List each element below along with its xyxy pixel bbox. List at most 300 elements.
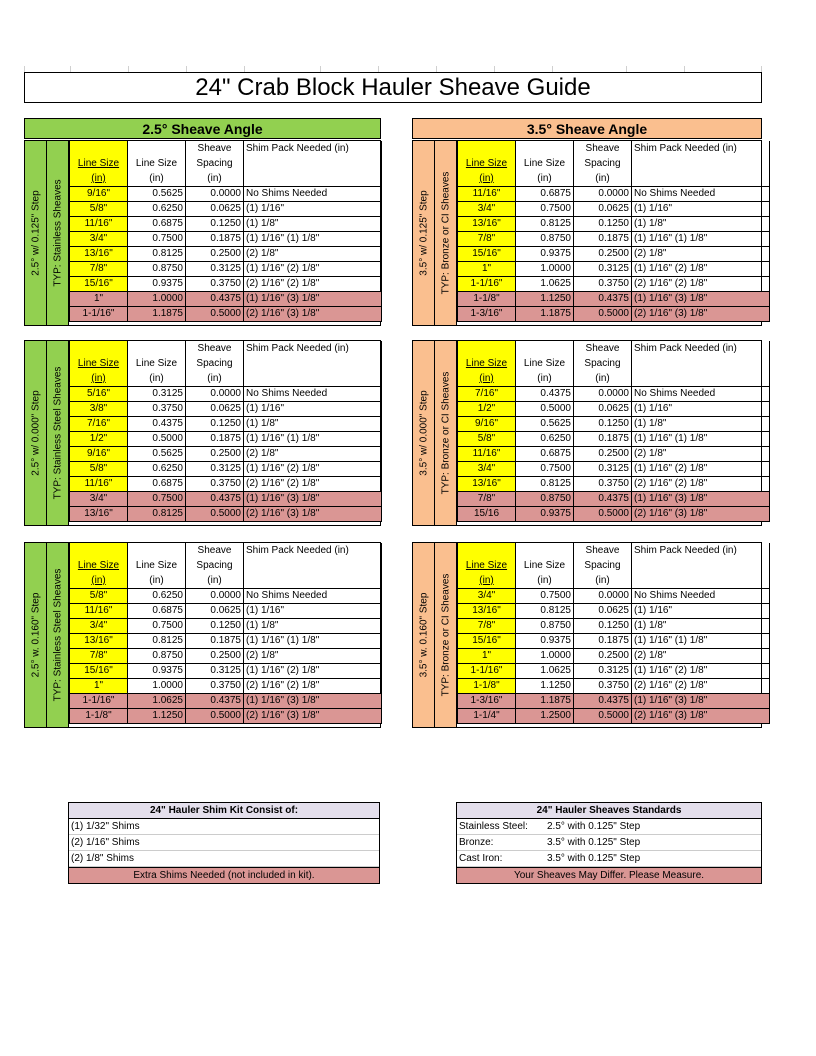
sheave-spacing: 0.4375 — [186, 292, 244, 307]
shim-pack: (1) 1/16" (1) 1/8" — [632, 432, 770, 447]
line-size-decimal: 1.0000 — [128, 292, 186, 307]
shim-pack: (1) 1/16" (3) 1/8" — [244, 292, 382, 307]
line-size-decimal: 0.6875 — [516, 187, 574, 202]
header-cell: Spacing — [186, 156, 244, 171]
table-row — [458, 619, 770, 634]
material-label — [435, 341, 457, 525]
line-size-decimal: 0.7500 — [128, 619, 186, 634]
header-row — [458, 356, 770, 371]
header-cell: (in) — [186, 574, 244, 589]
line-size-decimal: 0.7500 — [128, 492, 186, 507]
line-size-decimal: 0.4375 — [128, 417, 186, 432]
header-row — [458, 372, 770, 387]
table-row — [458, 187, 770, 202]
line-size-fraction: 13/16" — [70, 634, 128, 649]
header-cell: (in) — [128, 574, 186, 589]
table-row — [70, 604, 382, 619]
line-size-fraction: 1-1/8" — [70, 709, 128, 724]
table-row — [70, 507, 382, 522]
sheave-spacing: 0.1250 — [574, 417, 632, 432]
table-row — [70, 202, 382, 217]
line-size-fraction: 7/8" — [458, 492, 516, 507]
header-cell: (in) — [128, 372, 186, 387]
material-label-text: TYP: Stainless Sheaves — [52, 179, 63, 287]
table-row — [70, 694, 382, 709]
line-size-fraction: 13/16" — [70, 247, 128, 262]
header-cell: Line Size — [70, 558, 128, 573]
table-row — [458, 589, 770, 604]
sheave-spacing: 0.3750 — [186, 277, 244, 292]
table-row — [458, 634, 770, 649]
sheave-table — [69, 341, 382, 522]
line-size-decimal: 1.0000 — [516, 262, 574, 277]
line-size-fraction: 1-1/16" — [70, 694, 128, 709]
sheave-spacing: 0.1250 — [186, 619, 244, 634]
header-cell: Sheave — [186, 341, 244, 356]
line-size-fraction: 9/16" — [70, 187, 128, 202]
header-cell: Line Size — [70, 156, 128, 171]
table-row — [458, 649, 770, 664]
line-size-fraction: 1-1/16" — [458, 277, 516, 292]
sheave-spacing: 0.5000 — [574, 307, 632, 322]
header-cell: Shim Pack Needed (in) — [632, 543, 770, 558]
sheave-spacing: 0.3125 — [186, 262, 244, 277]
line-size-decimal: 1.0000 — [128, 679, 186, 694]
line-size-fraction: 1-3/16" — [458, 307, 516, 322]
table-row — [458, 477, 770, 492]
line-size-decimal: 0.5000 — [128, 432, 186, 447]
sheave-spacing: 0.3750 — [574, 477, 632, 492]
line-size-fraction: 11/16" — [458, 187, 516, 202]
header-cell — [244, 356, 382, 371]
line-size-decimal: 0.7500 — [516, 202, 574, 217]
shim-pack: (2) 1/8" — [632, 247, 770, 262]
shim-pack: (1) 1/8" — [632, 619, 770, 634]
sheave-spacing: 0.4375 — [186, 694, 244, 709]
table-row — [70, 709, 382, 724]
table-row — [70, 679, 382, 694]
shim-pack: (1) 1/16" (3) 1/8" — [632, 492, 770, 507]
line-size-fraction: 13/16" — [458, 217, 516, 232]
shim-pack: (1) 1/16" (2) 1/8" — [244, 262, 382, 277]
sheave-spacing: 0.2500 — [574, 247, 632, 262]
sheave-spacing: 0.1875 — [574, 232, 632, 247]
sheave-table — [69, 141, 382, 322]
line-size-decimal: 0.8750 — [128, 262, 186, 277]
header-cell: Line Size — [458, 356, 516, 371]
line-size-decimal: 0.6250 — [516, 432, 574, 447]
table-row — [458, 604, 770, 619]
shim-pack: (1) 1/16" (1) 1/8" — [244, 232, 382, 247]
shim-pack: No Shims Needed — [244, 387, 382, 402]
header-cell — [70, 341, 128, 356]
sheave-table-block — [412, 542, 762, 728]
header-cell: (in) — [516, 172, 574, 187]
line-size-decimal: 0.8125 — [128, 247, 186, 262]
line-size-fraction: 15/16 — [458, 507, 516, 522]
line-size-fraction: 1/2" — [70, 432, 128, 447]
header-cell: Sheave — [574, 141, 632, 156]
sheave-spacing: 0.3125 — [574, 664, 632, 679]
sheave-spacing: 0.2500 — [574, 649, 632, 664]
header-row — [70, 558, 382, 573]
shim-pack: (1) 1/16" (1) 1/8" — [632, 634, 770, 649]
standards-footer: Your Sheaves May Differ. Please Measure. — [457, 867, 761, 883]
header-cell: Shim Pack Needed (in) — [244, 543, 382, 558]
line-size-fraction: 1" — [458, 262, 516, 277]
standards-box — [456, 802, 762, 884]
shim-pack: (2) 1/8" — [244, 447, 382, 462]
sheave-spacing: 0.5000 — [186, 709, 244, 724]
shim-pack: (2) 1/8" — [632, 649, 770, 664]
sheave-spacing: 0.0625 — [574, 402, 632, 417]
line-size-decimal: 0.7500 — [516, 462, 574, 477]
shim-pack: (1) 1/16" (1) 1/8" — [244, 634, 382, 649]
line-size-decimal: 0.5625 — [128, 447, 186, 462]
header-cell: Spacing — [574, 558, 632, 573]
table-row — [458, 492, 770, 507]
table-row — [70, 417, 382, 432]
table-row — [458, 462, 770, 477]
material-label-text: TYP: Stainless Steel Sheaves — [52, 366, 63, 500]
header-cell — [632, 356, 770, 371]
header-cell: Spacing — [186, 558, 244, 573]
shim-pack: No Shims Needed — [632, 387, 770, 402]
sheave-spacing: 0.1250 — [574, 619, 632, 634]
shim-pack: (1) 1/8" — [244, 217, 382, 232]
shim-pack: (2) 1/16" (2) 1/8" — [632, 477, 770, 492]
header-cell: (in) — [458, 574, 516, 589]
shim-pack: (1) 1/16" — [632, 202, 770, 217]
table-row — [70, 262, 382, 277]
header-cell: Line Size — [516, 558, 574, 573]
line-size-fraction: 1-1/8" — [458, 679, 516, 694]
material-label-text: TYP: Bronze or CI Sheaves — [440, 573, 451, 697]
header-cell: (in) — [186, 372, 244, 387]
line-size-fraction: 13/16" — [458, 477, 516, 492]
standards-row — [457, 819, 761, 835]
sheave-spacing: 0.3125 — [186, 462, 244, 477]
line-size-fraction: 7/8" — [70, 649, 128, 664]
header-cell: Sheave — [186, 141, 244, 156]
line-size-fraction: 15/16" — [458, 247, 516, 262]
line-size-fraction: 5/8" — [70, 462, 128, 477]
header-cell: (in) — [574, 372, 632, 387]
table-row — [70, 217, 382, 232]
header-cell: Sheave — [574, 341, 632, 356]
header-cell: (in) — [128, 172, 186, 187]
shim-pack: (1) 1/16" (2) 1/8" — [632, 664, 770, 679]
line-size-decimal: 0.6875 — [128, 217, 186, 232]
sheave-spacing: 0.0000 — [186, 589, 244, 604]
header-cell: Line Size — [458, 558, 516, 573]
line-size-fraction: 5/16" — [70, 387, 128, 402]
line-size-fraction: 1-1/4" — [458, 709, 516, 724]
line-size-fraction: 9/16" — [70, 447, 128, 462]
table-row — [70, 432, 382, 447]
header-cell — [244, 172, 382, 187]
right-section-heading: 3.5° Sheave Angle — [412, 118, 762, 139]
sheave-table — [457, 341, 770, 522]
header-cell — [128, 341, 186, 356]
header-cell: (in) — [186, 172, 244, 187]
header-row — [70, 372, 382, 387]
sheave-spacing: 0.1875 — [186, 232, 244, 247]
shim-pack: (1) 1/16" — [244, 604, 382, 619]
line-size-fraction: 3/8" — [70, 402, 128, 417]
table-row — [458, 432, 770, 447]
header-cell — [70, 141, 128, 156]
table-row — [70, 492, 382, 507]
line-size-fraction: 3/4" — [70, 619, 128, 634]
shim-pack: (1) 1/16" (2) 1/8" — [632, 262, 770, 277]
header-row — [458, 543, 770, 558]
line-size-fraction: 3/4" — [458, 589, 516, 604]
standards-value: 2.5° with 0.125" Step — [547, 821, 641, 832]
sheave-spacing: 0.3750 — [186, 679, 244, 694]
shim-pack: (2) 1/16" (3) 1/8" — [632, 307, 770, 322]
line-size-fraction: 11/16" — [70, 477, 128, 492]
header-row — [70, 574, 382, 589]
header-row — [70, 356, 382, 371]
table-row — [458, 664, 770, 679]
shim-kit-item: (2) 1/16" Shims — [69, 835, 379, 851]
line-size-decimal: 0.9375 — [516, 247, 574, 262]
line-size-decimal: 0.6875 — [516, 447, 574, 462]
line-size-fraction: 3/4" — [70, 232, 128, 247]
shim-pack: (1) 1/16" — [244, 202, 382, 217]
material-label-text: TYP: Bronze or CI Sheaves — [440, 171, 451, 295]
sheave-spacing: 0.0625 — [574, 202, 632, 217]
table-row — [458, 679, 770, 694]
shim-pack: (1) 1/8" — [632, 417, 770, 432]
sheave-spacing: 0.0000 — [186, 187, 244, 202]
sheave-spacing: 0.0000 — [574, 387, 632, 402]
header-cell — [458, 341, 516, 356]
sheave-spacing: 0.3750 — [574, 679, 632, 694]
standards-label: Stainless Steel: — [459, 821, 528, 832]
sheave-spacing: 0.0000 — [186, 387, 244, 402]
shim-pack: No Shims Needed — [632, 589, 770, 604]
line-size-decimal: 0.8125 — [516, 477, 574, 492]
material-label-text: TYP: Bronze or CI Sheaves — [440, 371, 451, 495]
sheave-spacing: 0.3125 — [186, 664, 244, 679]
shim-pack: (2) 1/8" — [632, 447, 770, 462]
header-cell: (in) — [574, 172, 632, 187]
line-size-fraction: 1" — [458, 649, 516, 664]
sheave-spacing: 0.2500 — [574, 447, 632, 462]
header-cell: Spacing — [186, 356, 244, 371]
shim-pack: (2) 1/16" (3) 1/8" — [244, 507, 382, 522]
header-row — [458, 141, 770, 156]
sheave-table-block — [24, 340, 381, 526]
line-size-fraction: 15/16" — [70, 664, 128, 679]
table-row — [70, 477, 382, 492]
header-cell: Shim Pack Needed (in) — [632, 341, 770, 356]
line-size-decimal: 0.5625 — [516, 417, 574, 432]
table-row — [70, 447, 382, 462]
shim-pack: (1) 1/16" (3) 1/8" — [244, 492, 382, 507]
line-size-fraction: 7/16" — [458, 387, 516, 402]
header-cell: Line Size — [128, 356, 186, 371]
header-cell: Shim Pack Needed (in) — [632, 141, 770, 156]
line-size-fraction: 1" — [70, 292, 128, 307]
header-cell — [244, 574, 382, 589]
shim-pack: (1) 1/16" (2) 1/8" — [244, 462, 382, 477]
header-cell: (in) — [458, 172, 516, 187]
header-cell: (in) — [458, 372, 516, 387]
header-cell — [516, 543, 574, 558]
header-cell: Line Size — [458, 156, 516, 171]
header-cell — [128, 543, 186, 558]
header-cell — [244, 372, 382, 387]
line-size-fraction: 3/4" — [70, 492, 128, 507]
line-size-fraction: 7/8" — [458, 232, 516, 247]
shim-pack: No Shims Needed — [244, 589, 382, 604]
line-size-decimal: 0.7500 — [128, 232, 186, 247]
line-size-decimal: 0.5000 — [516, 402, 574, 417]
sheave-spacing: 0.0625 — [186, 402, 244, 417]
sheave-spacing: 0.3750 — [186, 477, 244, 492]
header-cell — [516, 341, 574, 356]
sheave-spacing: 0.2500 — [186, 247, 244, 262]
header-cell — [458, 141, 516, 156]
step-label — [25, 141, 47, 325]
header-row — [70, 341, 382, 356]
line-size-decimal: 0.3750 — [128, 402, 186, 417]
sheave-table-block — [24, 542, 381, 728]
line-size-decimal: 0.8750 — [516, 232, 574, 247]
table-row — [458, 247, 770, 262]
line-size-fraction: 15/16" — [70, 277, 128, 292]
standards-value: 3.5° with 0.125" Step — [547, 853, 641, 864]
header-cell: Sheave — [186, 543, 244, 558]
shim-kit-item: (2) 1/8" Shims — [69, 851, 379, 867]
sheave-table — [457, 141, 770, 322]
table-row — [458, 277, 770, 292]
header-cell: (in) — [70, 574, 128, 589]
header-cell — [128, 141, 186, 156]
step-label-text: 2.5° w/ 0.125" Step — [30, 190, 41, 276]
sheave-table-block — [412, 140, 762, 326]
table-row — [458, 694, 770, 709]
line-size-fraction: 1-1/8" — [458, 292, 516, 307]
sheave-spacing: 0.1250 — [186, 217, 244, 232]
header-row — [458, 341, 770, 356]
shim-pack: (1) 1/16" — [632, 604, 770, 619]
header-row — [70, 156, 382, 171]
material-label — [435, 141, 457, 325]
table-row — [70, 634, 382, 649]
line-size-fraction: 11/16" — [458, 447, 516, 462]
shim-pack: (2) 1/16" (3) 1/8" — [244, 709, 382, 724]
standards-label: Cast Iron: — [459, 853, 503, 864]
table-row — [70, 402, 382, 417]
table-row — [458, 217, 770, 232]
table-row — [70, 187, 382, 202]
header-cell: (in) — [516, 574, 574, 589]
header-row — [458, 574, 770, 589]
sheave-spacing: 0.4375 — [574, 292, 632, 307]
material-label — [47, 543, 69, 727]
shim-kit-item: (1) 1/32" Shims — [69, 819, 379, 835]
line-size-decimal: 0.6250 — [128, 462, 186, 477]
line-size-decimal: 0.8750 — [128, 649, 186, 664]
sheave-spacing: 0.1875 — [574, 432, 632, 447]
standards-row — [457, 835, 761, 851]
line-size-decimal: 0.8125 — [128, 634, 186, 649]
shim-pack: (2) 1/8" — [244, 649, 382, 664]
table-row — [70, 247, 382, 262]
shim-pack: (2) 1/8" — [244, 247, 382, 262]
material-label — [47, 141, 69, 325]
shim-pack: (2) 1/16" (2) 1/8" — [244, 277, 382, 292]
sheave-spacing: 0.0625 — [186, 202, 244, 217]
sheave-spacing: 0.2500 — [186, 447, 244, 462]
line-size-fraction: 3/4" — [458, 202, 516, 217]
header-cell: Shim Pack Needed (in) — [244, 141, 382, 156]
line-size-fraction: 15/16" — [458, 634, 516, 649]
material-label-text: TYP: Stainless Steel Sheaves — [52, 568, 63, 702]
standards-label: Bronze: — [459, 837, 494, 848]
shim-pack: (1) 1/16" (2) 1/8" — [244, 664, 382, 679]
header-cell: (in) — [516, 372, 574, 387]
shim-kit-box — [68, 802, 380, 884]
line-size-fraction: 11/16" — [70, 217, 128, 232]
line-size-fraction: 1/2" — [458, 402, 516, 417]
shim-pack: (2) 1/16" (2) 1/8" — [244, 477, 382, 492]
header-cell: (in) — [574, 574, 632, 589]
header-row — [70, 141, 382, 156]
sheave-spacing: 0.4375 — [574, 492, 632, 507]
table-row — [458, 292, 770, 307]
line-size-decimal: 0.8125 — [128, 507, 186, 522]
line-size-decimal: 1.0000 — [516, 649, 574, 664]
line-size-decimal: 0.6875 — [128, 604, 186, 619]
header-cell: Line Size — [516, 356, 574, 371]
sheave-spacing: 0.0000 — [574, 589, 632, 604]
table-row — [70, 307, 382, 322]
header-row — [458, 172, 770, 187]
header-cell — [458, 543, 516, 558]
line-size-decimal: 1.2500 — [516, 709, 574, 724]
sheave-spacing: 0.4375 — [186, 492, 244, 507]
header-cell: (in) — [70, 172, 128, 187]
table-row — [70, 649, 382, 664]
table-row — [70, 387, 382, 402]
table-row — [458, 709, 770, 724]
shim-pack: No Shims Needed — [632, 187, 770, 202]
line-size-fraction: 3/4" — [458, 462, 516, 477]
sheave-spacing: 0.1875 — [186, 432, 244, 447]
step-label-text: 2.5° w/ 0.000" Step — [30, 390, 41, 476]
standards-value: 3.5° with 0.125" Step — [547, 837, 641, 848]
standards-title: 24" Hauler Sheaves Standards — [457, 803, 761, 819]
line-size-decimal: 0.3125 — [128, 387, 186, 402]
line-size-decimal: 1.1875 — [516, 694, 574, 709]
step-label-text: 3.5° w/ 0.125" Step — [418, 190, 429, 276]
table-row — [70, 589, 382, 604]
sheave-spacing: 0.4375 — [574, 694, 632, 709]
table-row — [458, 417, 770, 432]
shim-pack: (2) 1/16" (3) 1/8" — [632, 709, 770, 724]
header-row — [70, 172, 382, 187]
step-label-text: 3.5° w/ 0.000" Step — [418, 390, 429, 476]
page-title: 24" Crab Block Hauler Sheave Guide — [24, 72, 762, 103]
sheave-spacing: 0.5000 — [186, 507, 244, 522]
shim-pack: (2) 1/16" (2) 1/8" — [244, 679, 382, 694]
step-label-text: 2.5° w. 0.160" Step — [30, 592, 41, 678]
